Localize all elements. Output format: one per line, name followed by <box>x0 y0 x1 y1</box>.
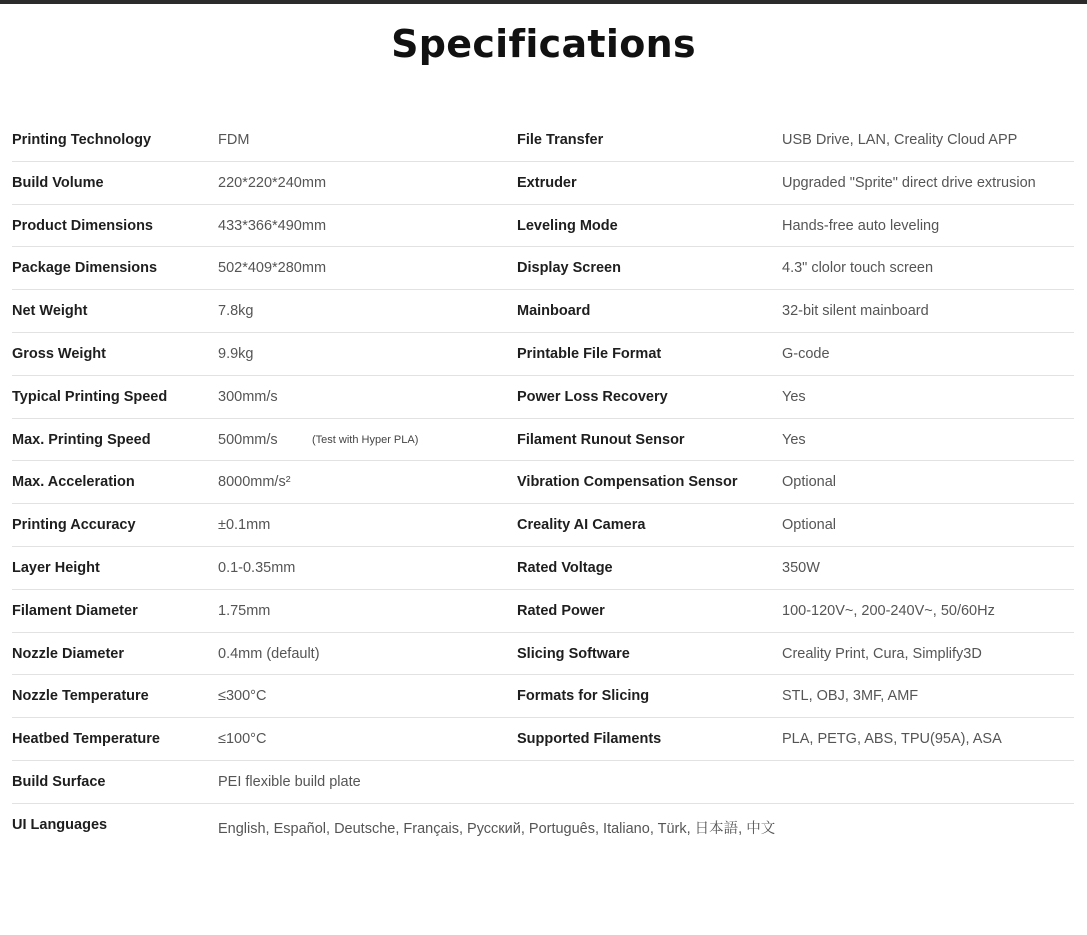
spec-value: PLA, PETG, ABS, TPU(95A), ASA <box>782 731 1002 748</box>
spec-row <box>12 590 1074 633</box>
spec-value: 32-bit silent mainboard <box>782 303 929 320</box>
spec-label: Extruder <box>517 174 577 191</box>
spec-label: Filament Diameter <box>12 602 138 619</box>
spec-row <box>12 718 1074 761</box>
spec-label: Build Surface <box>12 773 106 790</box>
spec-value: English, Español, Deutsche, Français, Русский, Português, Italiano, Türk, 日本語, 中文 <box>218 820 776 837</box>
spec-label: Package Dimensions <box>12 260 158 277</box>
spec-row <box>12 419 1074 462</box>
spec-value: 220*220*240mm <box>218 174 327 191</box>
spec-value: FDM <box>218 132 250 148</box>
page-title: Specifications <box>391 22 696 66</box>
spec-value: Upgraded "Sprite" direct drive extrusion <box>782 174 1036 191</box>
spec-value: Creality Print, Cura, Simplify3D <box>782 645 982 662</box>
spec-label: Creality AI Camera <box>517 517 646 534</box>
spec-label: Heatbed Temperature <box>12 731 160 748</box>
spec-value: Optional <box>782 474 837 491</box>
spec-row <box>12 205 1074 248</box>
spec-row <box>12 162 1074 205</box>
spec-label: Gross Weight <box>12 345 106 362</box>
spec-row <box>12 504 1074 547</box>
spec-label: Supported Filaments <box>517 731 662 748</box>
spec-row <box>12 290 1074 333</box>
spec-label: Net Weight <box>12 303 88 320</box>
spec-value: USB Drive, LAN, Creality Cloud APP <box>782 132 1018 148</box>
spec-row <box>12 461 1074 504</box>
spec-label: Build Volume <box>12 174 104 191</box>
spec-value: Yes <box>782 431 806 448</box>
spec-value: 502*409*280mm <box>218 260 327 277</box>
spec-label: Mainboard <box>517 303 591 320</box>
spec-value: ≤300°C <box>218 688 267 705</box>
spec-row <box>12 333 1074 376</box>
spec-value: 9.9kg <box>218 345 254 362</box>
spec-label: File Transfer <box>517 132 604 148</box>
spec-value: Hands-free auto leveling <box>782 217 940 234</box>
spec-label: Power Loss Recovery <box>517 388 668 405</box>
spec-label: Rated Power <box>517 602 605 619</box>
spec-value: 350W <box>782 559 820 576</box>
spec-value: 0.4mm (default) <box>218 645 320 662</box>
spec-value: ±0.1mm <box>218 517 271 534</box>
spec-value: 1.75mm <box>218 602 271 619</box>
spec-label: Printing Accuracy <box>12 517 136 534</box>
specifications-table <box>12 119 1074 847</box>
spec-row <box>12 119 1074 162</box>
spec-value: ≤100°C <box>218 731 267 748</box>
spec-label: Product Dimensions <box>12 217 153 234</box>
spec-label: Typical Printing Speed <box>12 388 168 405</box>
spec-label: Vibration Compensation Sensor <box>517 474 738 491</box>
spec-label: Nozzle Temperature <box>12 688 149 705</box>
spec-label: Leveling Mode <box>517 217 618 234</box>
spec-label: Filament Runout Sensor <box>517 431 685 448</box>
spec-row <box>12 633 1074 676</box>
spec-value: 4.3" clolor touch screen <box>782 260 934 277</box>
spec-label: Rated Voltage <box>517 559 613 576</box>
spec-value: 433*366*490mm <box>218 217 327 234</box>
spec-label: Printable File Format <box>517 345 662 362</box>
spec-value: 7.8kg <box>218 303 254 320</box>
spec-value: 8000mm/s² <box>218 474 291 491</box>
spec-value: Yes <box>782 388 806 405</box>
spec-value: 500mm/s <box>218 431 278 448</box>
spec-value: G-code <box>782 345 830 362</box>
spec-label: Max. Acceleration <box>12 474 135 491</box>
spec-label: Formats for Slicing <box>517 688 650 705</box>
spec-label: Max. Printing Speed <box>12 431 151 448</box>
spec-row <box>12 547 1074 590</box>
spec-label: Layer Height <box>12 559 100 576</box>
spec-label: Slicing Software <box>517 645 630 662</box>
spec-value: Optional <box>782 517 837 534</box>
spec-value: 0.1-0.35mm <box>218 559 296 576</box>
spec-value: 100-120V~, 200-240V~, 50/60Hz <box>782 602 995 619</box>
spec-value: 300mm/s <box>218 388 278 405</box>
spec-row <box>12 675 1074 718</box>
spec-value: PEI flexible build plate <box>218 773 361 790</box>
spec-row <box>12 804 1074 847</box>
spec-label: Nozzle Diameter <box>12 645 125 662</box>
spec-label: UI Languages <box>12 816 108 833</box>
spec-label: Display Screen <box>517 260 621 277</box>
spec-row <box>12 761 1074 804</box>
top-border <box>0 0 1087 4</box>
spec-row <box>12 247 1074 290</box>
spec-row <box>12 376 1074 419</box>
spec-value: STL, OBJ, 3MF, AMF <box>782 688 919 705</box>
spec-note: (Test with Hyper PLA) <box>312 433 419 446</box>
spec-label: Printing Technology <box>12 132 152 148</box>
